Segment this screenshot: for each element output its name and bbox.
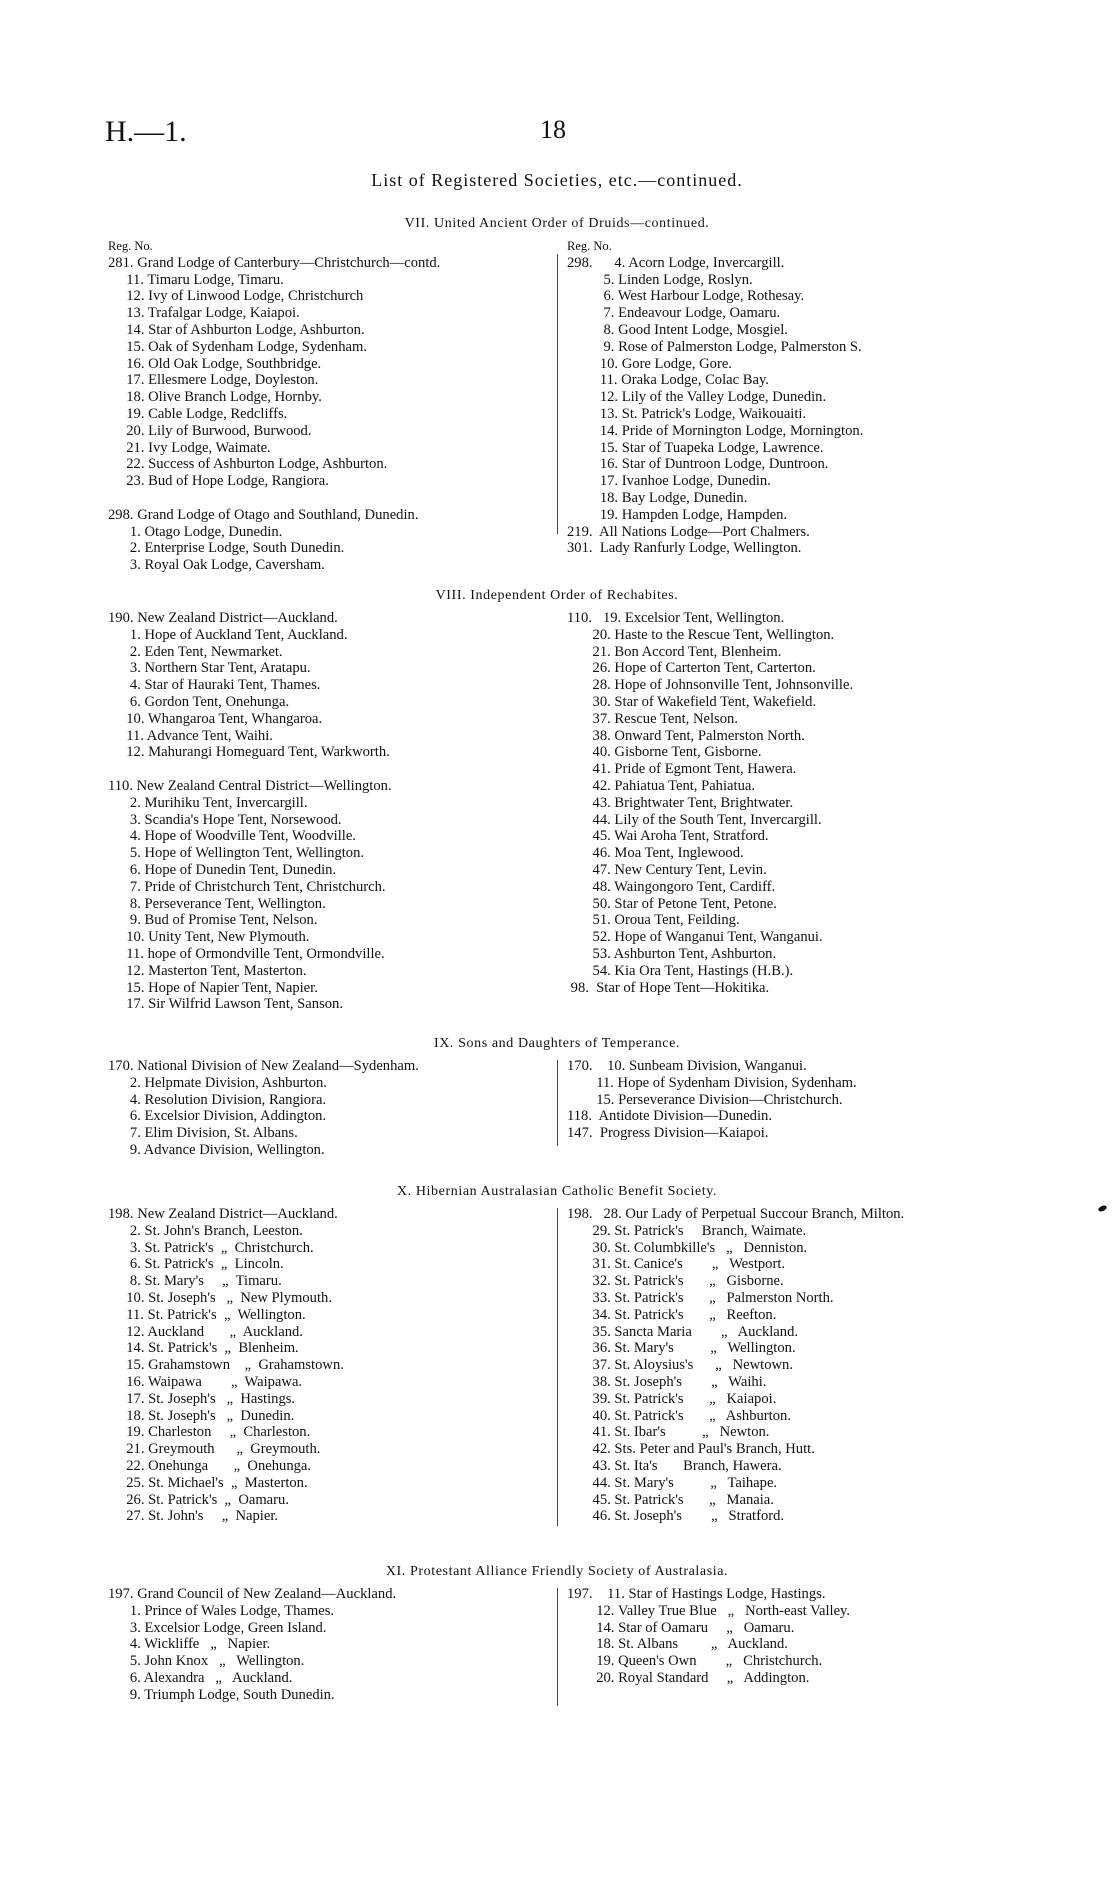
section-xi-right-column <box>567 1586 850 1687</box>
section-vii-left-column <box>108 238 440 574</box>
section-x-right-column <box>567 1206 904 1525</box>
list-entry: 110. New Zealand Central District—Wellington. <box>108 777 392 794</box>
ink-mark <box>1097 1204 1107 1212</box>
list-entry <box>108 761 392 778</box>
list-entry: 40. Gisborne Tent, Gisborne. <box>567 744 762 761</box>
list-entry: 13. St. Patrick's Lodge, Waikouaiti. <box>567 405 807 422</box>
list-entry: 15. Grahamstown „ Grahamstown. <box>108 1357 344 1374</box>
list-entry: 19. Charleston „ Charleston. <box>108 1424 311 1441</box>
list-entry: 33. St. Patrick's „ Palmerston North. <box>567 1289 834 1306</box>
list-entry: 6. Gordon Tent, Onehunga. <box>108 693 290 710</box>
list-entry: 28. Hope of Johnsonville Tent, Johnsonville. <box>567 677 854 694</box>
list-entry: 20. Royal Standard „ Addington. <box>567 1669 810 1686</box>
list-entry: 17. Ellesmere Lodge, Doyleston. <box>108 372 319 389</box>
list-entry: 20. Lily of Burwood, Burwood. <box>108 422 312 439</box>
list-entry: 1. Prince of Wales Lodge, Thames. <box>108 1602 335 1619</box>
list-entry: 13. Trafalgar Lodge, Kaiapoi. <box>108 305 300 322</box>
list-entry: 1. Hope of Auckland Tent, Auckland. <box>108 626 348 643</box>
list-entry: 15. Star of Tuapeka Lodge, Lawrence. <box>567 439 824 456</box>
list-entry: 41. St. Ibar's „ Newton. <box>567 1424 770 1441</box>
list-entry: 18. St. Joseph's „ Dunedin. <box>108 1407 295 1424</box>
list-entry: 16. Waipawa „ Waipawa. <box>108 1373 303 1390</box>
list-entry: 2. Murihiku Tent, Invercargill. <box>108 794 308 811</box>
list-entry: 8. Perseverance Tent, Wellington. <box>108 895 326 912</box>
list-entry: 42. Pahiatua Tent, Pahiatua. <box>567 777 755 794</box>
section-viii-left-column <box>108 610 392 1013</box>
list-entry: 170. 10. Sunbeam Division, Wanganui. <box>567 1058 807 1074</box>
list-entry: 219. All Nations Lodge—Port Chalmers. <box>567 523 810 540</box>
list-entry: 29. St. Patrick's Branch, Waimate. <box>567 1222 807 1239</box>
list-entry: 1. Otago Lodge, Dunedin. <box>108 523 283 540</box>
list-entry: 36. St. Mary's „ Wellington. <box>567 1340 796 1357</box>
list-entry <box>108 490 440 507</box>
list-entry: 32. St. Patrick's „ Gisborne. <box>567 1273 784 1290</box>
list-entry: 43. St. Ita's Branch, Hawera. <box>567 1457 782 1474</box>
list-entry: 11. Timaru Lodge, Timaru. <box>108 271 284 288</box>
column-divider <box>557 1060 558 1146</box>
section-vii-right-column <box>567 238 863 557</box>
list-entry: 52. Hope of Wanganui Tent, Wanganui. <box>567 929 823 946</box>
list-entry: 48. Waingongoro Tent, Cardiff. <box>567 878 776 895</box>
list-entry: 197. Grand Council of New Zealand—Auckland. <box>108 1586 397 1602</box>
section-xi-left-column <box>108 1586 396 1704</box>
list-entry: Reg. No. <box>108 239 153 253</box>
list-entry: 51. Oroua Tent, Feilding. <box>567 912 740 929</box>
list-entry: 22. Success of Ashburton Lodge, Ashburton. <box>108 456 388 473</box>
list-entry: 40. St. Patrick's „ Ashburton. <box>567 1407 791 1424</box>
document-code: H.—1. <box>105 115 187 148</box>
section-heading-x: X. Hibernian Australasian Catholic Benefit Society. <box>396 1184 718 1199</box>
list-entry: 44. St. Mary's „ Taihape. <box>567 1474 778 1491</box>
column-divider <box>557 1588 558 1706</box>
list-entry: 5. Linden Lodge, Roslyn. <box>567 271 753 288</box>
list-entry: 14. Star of Ashburton Lodge, Ashburton. <box>108 321 365 338</box>
list-entry: 38. St. Joseph's „ Waihi. <box>567 1373 767 1390</box>
list-entry: 19. Hampden Lodge, Hampden. <box>567 506 788 523</box>
list-entry: 12. Lily of the Valley Lodge, Dunedin. <box>567 389 827 406</box>
list-entry: 19. Cable Lodge, Redcliffs. <box>108 405 288 422</box>
list-entry: 11. St. Patrick's „ Wellington. <box>108 1306 306 1323</box>
list-entry: 298. Grand Lodge of Otago and Southland, Dunedin. <box>108 506 419 523</box>
list-entry: 42. Sts. Peter and Paul's Branch, Hutt. <box>567 1441 815 1458</box>
list-entry: 198. 28. Our Lady of Perpetual Succour Branch, Milton. <box>567 1206 905 1222</box>
list-entry: 9. Triumph Lodge, South Dunedin. <box>108 1686 335 1703</box>
list-entry: 2. Helpmate Division, Ashburton. <box>108 1074 327 1091</box>
list-entry: 46. Moa Tent, Inglewood. <box>567 845 744 862</box>
list-entry: 8. St. Mary's „ Timaru. <box>108 1273 282 1290</box>
list-entry: 14. Star of Oamaru „ Oamaru. <box>567 1619 795 1636</box>
section-heading-vii: VII. United Ancient Order of Druids—continued. <box>404 216 710 231</box>
section-heading-ix: IX. Sons and Daughters of Temperance. <box>433 1036 681 1051</box>
list-entry: 5. Hope of Wellington Tent, Wellington. <box>108 845 365 862</box>
list-entry: 12. Ivy of Linwood Lodge, Christchurch <box>108 288 364 305</box>
section-viii-right-column <box>567 610 853 996</box>
column-divider <box>557 254 558 534</box>
list-entry: 53. Ashburton Tent, Ashburton. <box>567 945 777 962</box>
list-entry: 118. Antidote Division—Dunedin. <box>567 1108 772 1125</box>
list-entry: 10. Unity Tent, New Plymouth. <box>108 929 310 946</box>
list-entry: 39. St. Patrick's „ Kaiapoi. <box>567 1390 777 1407</box>
list-entry: 12. Auckland „ Auckland. <box>108 1323 303 1340</box>
list-entry: 21. Ivy Lodge, Waimate. <box>108 439 271 456</box>
list-entry: 31. St. Canice's „ Westport. <box>567 1256 786 1273</box>
list-entry: 3. St. Patrick's „ Christchurch. <box>108 1239 314 1256</box>
list-entry: 7. Endeavour Lodge, Oamaru. <box>567 305 781 322</box>
list-entry: 2. St. John's Branch, Leeston. <box>108 1222 303 1239</box>
column-divider <box>557 1208 558 1526</box>
list-entry: 7. Pride of Christchurch Tent, Christchurch. <box>108 878 386 895</box>
list-entry: 7. Elim Division, St. Albans. <box>108 1125 298 1142</box>
list-entry: 26. Hope of Carterton Tent, Carterton. <box>567 660 816 677</box>
list-entry: 37. Rescue Tent, Nelson. <box>567 710 738 727</box>
list-entry: Reg. No. <box>567 239 612 253</box>
list-entry: 3. Excelsior Lodge, Green Island. <box>108 1619 327 1636</box>
list-entry: 10. Whangaroa Tent, Whangaroa. <box>108 710 323 727</box>
list-entry: 98. Star of Hope Tent—Hokitika. <box>567 979 770 996</box>
page-title: List of Registered Societies, etc.—continued. <box>371 170 743 190</box>
list-entry: 301. Lady Ranfurly Lodge, Wellington. <box>567 540 802 557</box>
list-entry: 47. New Century Tent, Levin. <box>567 861 767 878</box>
list-entry: 298. 4. Acorn Lodge, Invercargill. <box>567 254 785 271</box>
list-entry: 3. Royal Oak Lodge, Caversham. <box>108 557 325 574</box>
section-heading-viii: VIII. Independent Order of Rechabites. <box>435 588 679 603</box>
list-entry: 12. Mahurangi Homeguard Tent, Warkworth. <box>108 744 390 761</box>
list-entry: 50. Star of Petone Tent, Petone. <box>567 895 777 912</box>
list-entry: 2. Eden Tent, Newmarket. <box>108 643 283 660</box>
list-entry: 9. Bud of Promise Tent, Nelson. <box>108 912 318 929</box>
list-entry: 11. Advance Tent, Waihi. <box>108 727 273 744</box>
list-entry: 16. Star of Duntroon Lodge, Duntroon. <box>567 456 829 473</box>
list-entry: 6. Alexandra „ Auckland. <box>108 1669 293 1686</box>
list-entry: 190. New Zealand District—Auckland. <box>108 610 338 626</box>
list-entry: 110. 19. Excelsior Tent, Wellington. <box>567 610 785 626</box>
list-entry: 15. Hope of Napier Tent, Napier. <box>108 979 318 996</box>
list-entry: 4. Hope of Woodville Tent, Woodville. <box>108 828 356 845</box>
list-entry: 27. St. John's „ Napier. <box>108 1508 279 1525</box>
list-entry: 170. National Division of New Zealand—Sydenham. <box>108 1058 419 1074</box>
list-entry: 16. Old Oak Lodge, Southbridge. <box>108 355 322 372</box>
list-entry: 45. St. Patrick's „ Manaia. <box>567 1491 774 1508</box>
list-entry: 6. West Harbour Lodge, Rothesay. <box>567 288 805 305</box>
page-number: 18 <box>540 115 566 144</box>
list-entry: 41. Pride of Egmont Tent, Hawera. <box>567 761 797 778</box>
list-entry: 197. 11. Star of Hastings Lodge, Hastings. <box>567 1586 826 1602</box>
list-entry: 14. Pride of Mornington Lodge, Mornington. <box>567 422 864 439</box>
section-x-left-column <box>108 1206 344 1525</box>
list-entry: 17. Ivanhoe Lodge, Dunedin. <box>567 473 771 490</box>
list-entry: 6. St. Patrick's „ Lincoln. <box>108 1256 284 1273</box>
list-entry: 12. Masterton Tent, Masterton. <box>108 962 307 979</box>
list-entry: 17. St. Joseph's „ Hastings. <box>108 1390 296 1407</box>
list-entry: 30. Star of Wakefield Tent, Wakefield. <box>567 693 817 710</box>
list-entry: 18. St. Albans „ Auckland. <box>567 1636 788 1653</box>
list-entry: 4. Star of Hauraki Tent, Thames. <box>108 677 321 694</box>
list-entry: 44. Lily of the South Tent, Invercargill. <box>567 811 822 828</box>
list-entry: 38. Onward Tent, Palmerston North. <box>567 727 805 744</box>
list-entry: 23. Bud of Hope Lodge, Rangiora. <box>108 473 329 490</box>
list-entry: 26. St. Patrick's „ Oamaru. <box>108 1491 289 1508</box>
list-entry: 35. Sancta Maria „ Auckland. <box>567 1323 799 1340</box>
list-entry: 9. Rose of Palmerston Lodge, Palmerston S. <box>567 338 862 355</box>
list-entry: 15. Oak of Sydenham Lodge, Sydenham. <box>108 338 367 355</box>
list-entry: 4. Resolution Division, Rangiora. <box>108 1091 327 1108</box>
list-entry: 15. Perseverance Division—Christchurch. <box>567 1091 843 1108</box>
list-entry: 20. Haste to the Rescue Tent, Wellington. <box>567 626 835 643</box>
list-entry: 198. New Zealand District—Auckland. <box>108 1206 338 1222</box>
list-entry: 10. St. Joseph's „ New Plymouth. <box>108 1289 332 1306</box>
list-entry: 11. hope of Ormondville Tent, Ormondville. <box>108 945 385 962</box>
list-entry: 45. Wai Aroha Tent, Stratford. <box>567 828 769 845</box>
list-entry: 34. St. Patrick's „ Reefton. <box>567 1306 777 1323</box>
list-entry: 11. Hope of Sydenham Division, Sydenham. <box>567 1074 857 1091</box>
list-entry: 5. John Knox „ Wellington. <box>108 1653 305 1670</box>
list-entry: 4. Wickliffe „ Napier. <box>108 1636 271 1653</box>
list-entry: 22. Onehunga „ Onehunga. <box>108 1457 312 1474</box>
list-entry: 10. Gore Lodge, Gore. <box>567 355 732 372</box>
list-entry: 17. Sir Wilfrid Lawson Tent, Sanson. <box>108 996 343 1013</box>
list-entry: 6. Excelsior Division, Addington. <box>108 1108 327 1125</box>
list-entry: 281. Grand Lodge of Canterbury—Christchurch—contd. <box>108 254 441 271</box>
list-entry: 19. Queen's Own „ Christchurch. <box>567 1653 823 1670</box>
list-entry: 2. Enterprise Lodge, South Dunedin. <box>108 540 345 557</box>
list-entry: 6. Hope of Dunedin Tent, Dunedin. <box>108 861 337 878</box>
list-entry: 3. Scandia's Hope Tent, Norsewood. <box>108 811 342 828</box>
list-entry: 14. St. Patrick's „ Blenheim. <box>108 1340 299 1357</box>
list-entry: 46. St. Joseph's „ Stratford. <box>567 1508 785 1525</box>
list-entry: 12. Valley True Blue „ North-east Valley. <box>567 1602 851 1619</box>
section-ix-left-column <box>108 1058 419 1159</box>
list-entry: 43. Brightwater Tent, Brightwater. <box>567 794 794 811</box>
list-entry: 8. Good Intent Lodge, Mosgiel. <box>567 321 788 338</box>
list-entry: 18. Olive Branch Lodge, Hornby. <box>108 389 322 406</box>
list-entry: 54. Kia Ora Tent, Hastings (H.B.). <box>567 962 794 979</box>
list-entry: 30. St. Columbkille's „ Denniston. <box>567 1239 808 1256</box>
list-entry: 21. Bon Accord Tent, Blenheim. <box>567 643 782 660</box>
list-entry: 21. Greymouth „ Greymouth. <box>108 1441 321 1458</box>
section-ix-right-column <box>567 1058 857 1142</box>
list-entry: 9. Advance Division, Wellington. <box>108 1141 325 1158</box>
list-entry: 18. Bay Lodge, Dunedin. <box>567 489 748 506</box>
list-entry: 25. St. Michael's „ Masterton. <box>108 1474 308 1491</box>
list-entry: 11. Oraka Lodge, Colac Bay. <box>567 372 769 389</box>
list-entry: 37. St. Aloysius's „ Newtown. <box>567 1357 794 1374</box>
list-entry: 3. Northern Star Tent, Aratapu. <box>108 660 311 677</box>
list-entry: 147. Progress Division—Kaiapoi. <box>567 1125 769 1142</box>
section-heading-xi: XI. Protestant Alliance Friendly Society of Australasia. <box>385 1564 729 1579</box>
